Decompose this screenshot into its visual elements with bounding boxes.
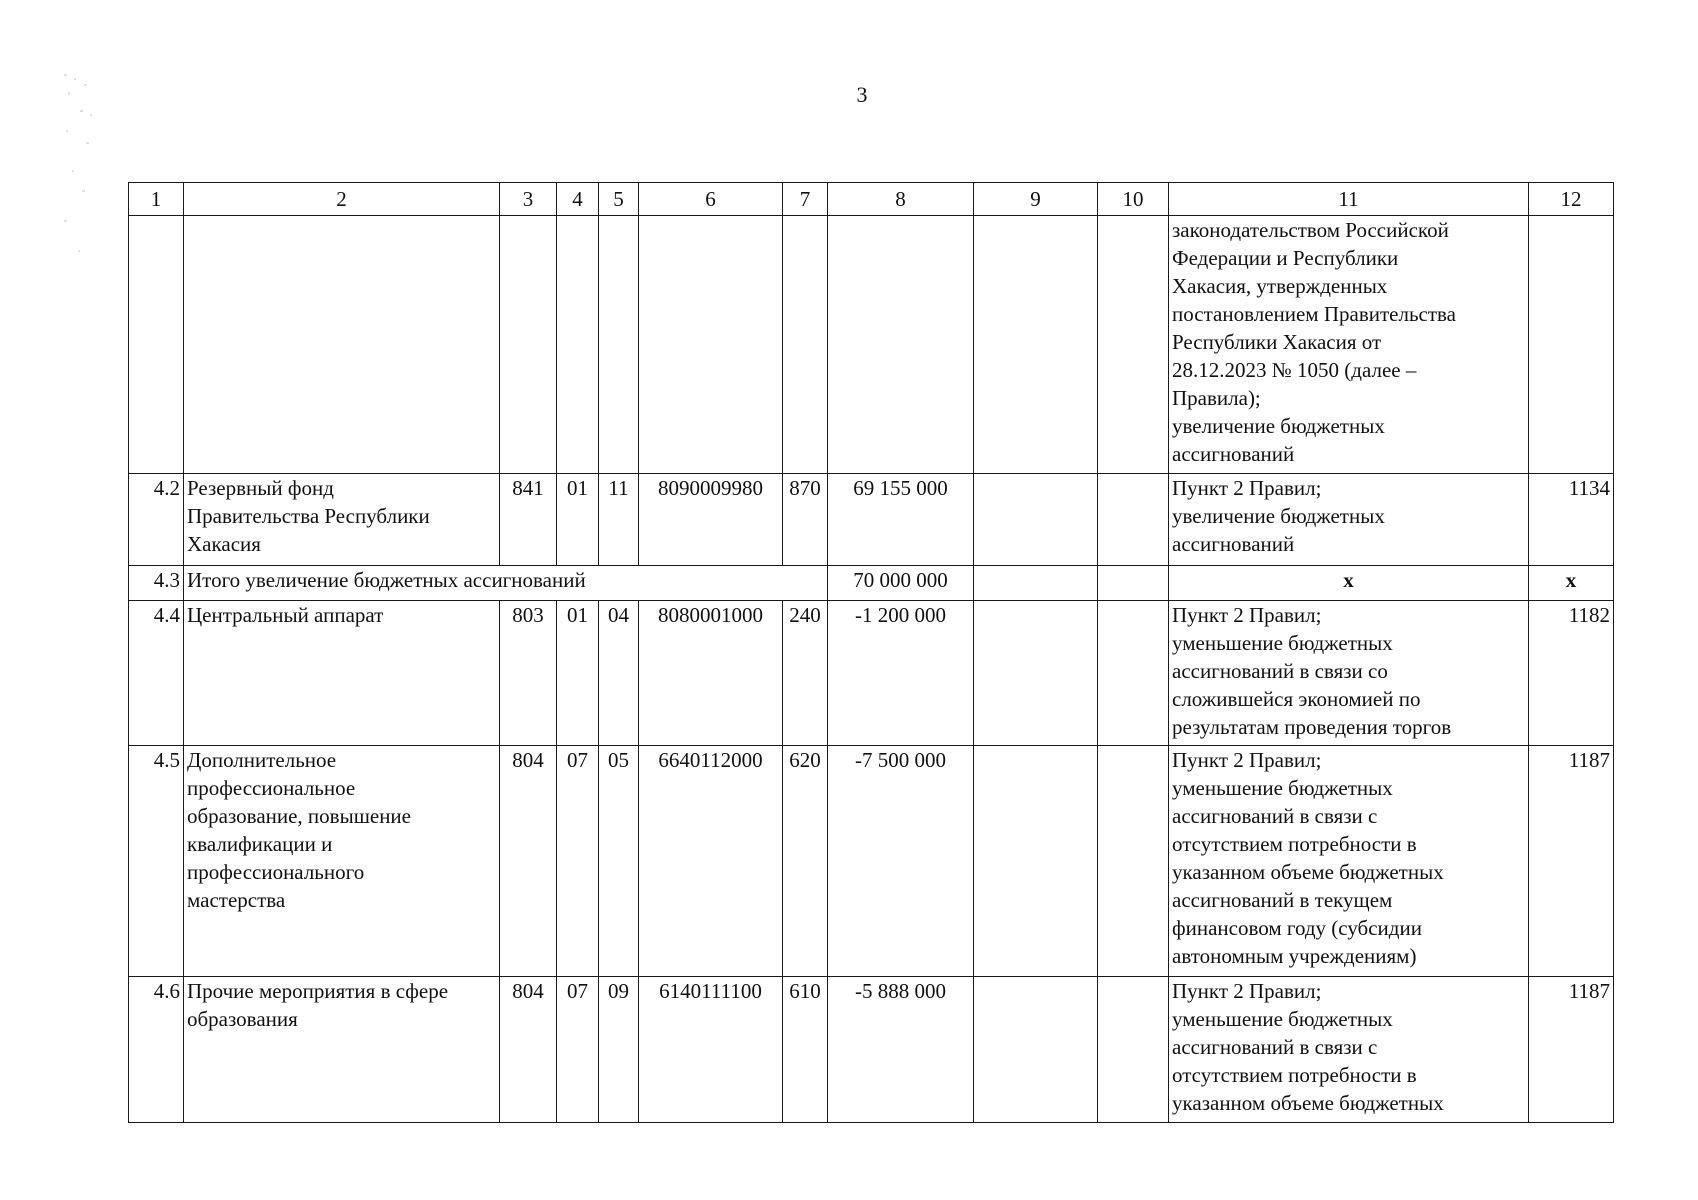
row-note: Пункт 2 Правил; увеличение бюджетных ассигнований bbox=[1169, 474, 1529, 566]
row-name: Прочие мероприятия в сфере образования bbox=[184, 977, 500, 1123]
row-number: 4.5 bbox=[129, 746, 184, 977]
row-col9 bbox=[974, 566, 1098, 601]
row-name bbox=[184, 216, 500, 474]
row-amount: 70 000 000 bbox=[828, 566, 974, 601]
row-col9 bbox=[974, 216, 1098, 474]
header-cell-1: 1 bbox=[129, 183, 184, 216]
row-col3: 841 bbox=[500, 474, 557, 566]
row-col5: 11 bbox=[599, 474, 639, 566]
header-cell-2: 2 bbox=[184, 183, 500, 216]
row-number bbox=[129, 216, 184, 474]
row-col10 bbox=[1098, 566, 1169, 601]
row-col9 bbox=[974, 977, 1098, 1123]
row-col12: 1134 bbox=[1529, 474, 1614, 566]
row-col12 bbox=[1529, 216, 1614, 474]
row-note: Пункт 2 Правил; уменьшение бюджетных ассигнований в связи с отсутствием потребности в указанном объеме бюджетных ассигнований в текущем финансовом году (субсидии автономным учреждениям) bbox=[1169, 746, 1529, 977]
page-number: 3 bbox=[856, 82, 868, 107]
row-col10 bbox=[1098, 601, 1169, 746]
row-number: 4.3 bbox=[129, 566, 184, 601]
table-row bbox=[129, 746, 1614, 977]
row-note: x bbox=[1169, 566, 1529, 601]
budget-table-container bbox=[128, 182, 1613, 1123]
row-col7: 620 bbox=[783, 746, 828, 977]
row-col6: 6140111100 bbox=[639, 977, 783, 1123]
row-name: Резервный фонд Правительства Республики Хакасия bbox=[184, 474, 500, 566]
table-row bbox=[129, 216, 1614, 474]
table-row bbox=[129, 601, 1614, 746]
row-col4: 07 bbox=[557, 977, 599, 1123]
row-amount: 69 155 000 bbox=[828, 474, 974, 566]
row-col9 bbox=[974, 601, 1098, 746]
row-col3 bbox=[500, 216, 557, 474]
row-col10 bbox=[1098, 977, 1169, 1123]
row-col4 bbox=[557, 216, 599, 474]
header-cell-4: 4 bbox=[557, 183, 599, 216]
row-col7: 240 bbox=[783, 601, 828, 746]
row-col6: 6640112000 bbox=[639, 746, 783, 977]
table-row bbox=[129, 474, 1614, 566]
header-cell-5: 5 bbox=[599, 183, 639, 216]
row-number: 4.6 bbox=[129, 977, 184, 1123]
row-col12: 1187 bbox=[1529, 977, 1614, 1123]
row-col3: 804 bbox=[500, 977, 557, 1123]
header-cell-3: 3 bbox=[500, 183, 557, 216]
header-cell-12: 12 bbox=[1529, 183, 1614, 216]
row-col9 bbox=[974, 474, 1098, 566]
row-amount: -5 888 000 bbox=[828, 977, 974, 1123]
row-col4: 07 bbox=[557, 746, 599, 977]
row-col7: 870 bbox=[783, 474, 828, 566]
budget-table bbox=[128, 182, 1614, 1123]
header-cell-8: 8 bbox=[828, 183, 974, 216]
row-name: Дополнительное профессиональное образование, повышение квалификации и профессионального мастерства bbox=[184, 746, 500, 977]
row-col5 bbox=[599, 216, 639, 474]
row-col6 bbox=[639, 216, 783, 474]
row-amount: -7 500 000 bbox=[828, 746, 974, 977]
table-header-row bbox=[129, 183, 1614, 216]
row-col5: 09 bbox=[599, 977, 639, 1123]
row-col5: 04 bbox=[599, 601, 639, 746]
row-amount bbox=[828, 216, 974, 474]
row-name: Центральный аппарат bbox=[184, 601, 500, 746]
row-col7 bbox=[783, 216, 828, 474]
row-number: 4.2 bbox=[129, 474, 184, 566]
header-cell-7: 7 bbox=[783, 183, 828, 216]
row-amount: -1 200 000 bbox=[828, 601, 974, 746]
row-col5: 05 bbox=[599, 746, 639, 977]
table-row-total bbox=[129, 566, 1614, 601]
row-col6: 8090009980 bbox=[639, 474, 783, 566]
row-note: законодательством Российской Федерации и Республики Хакасия, утвержденных постановлением Правительства Республики Хакасия от 28.12.2023 № 1050 (далее – Правила); увеличение бюджетных ассигнований bbox=[1169, 216, 1529, 474]
header-cell-10: 10 bbox=[1098, 183, 1169, 216]
row-col9 bbox=[974, 746, 1098, 977]
row-col3: 804 bbox=[500, 746, 557, 977]
row-col6: 8080001000 bbox=[639, 601, 783, 746]
row-col10 bbox=[1098, 474, 1169, 566]
row-col4: 01 bbox=[557, 474, 599, 566]
row-col12: x bbox=[1529, 566, 1614, 601]
row-col4: 01 bbox=[557, 601, 599, 746]
total-label: Итого увеличение бюджетных ассигнований bbox=[184, 566, 828, 601]
row-col10 bbox=[1098, 216, 1169, 474]
row-note: Пункт 2 Правил; уменьшение бюджетных ассигнований в связи со сложившейся экономией по результатам проведения торгов bbox=[1169, 601, 1529, 746]
row-col7: 610 bbox=[783, 977, 828, 1123]
row-col12: 1182 bbox=[1529, 601, 1614, 746]
header-cell-6: 6 bbox=[639, 183, 783, 216]
row-note: Пункт 2 Правил; уменьшение бюджетных ассигнований в связи с отсутствием потребности в указанном объеме бюджетных bbox=[1169, 977, 1529, 1123]
row-col10 bbox=[1098, 746, 1169, 977]
row-col12: 1187 bbox=[1529, 746, 1614, 977]
table-row bbox=[129, 977, 1614, 1123]
header-cell-11: 11 bbox=[1169, 183, 1529, 216]
row-number: 4.4 bbox=[129, 601, 184, 746]
row-col3: 803 bbox=[500, 601, 557, 746]
header-cell-9: 9 bbox=[974, 183, 1098, 216]
